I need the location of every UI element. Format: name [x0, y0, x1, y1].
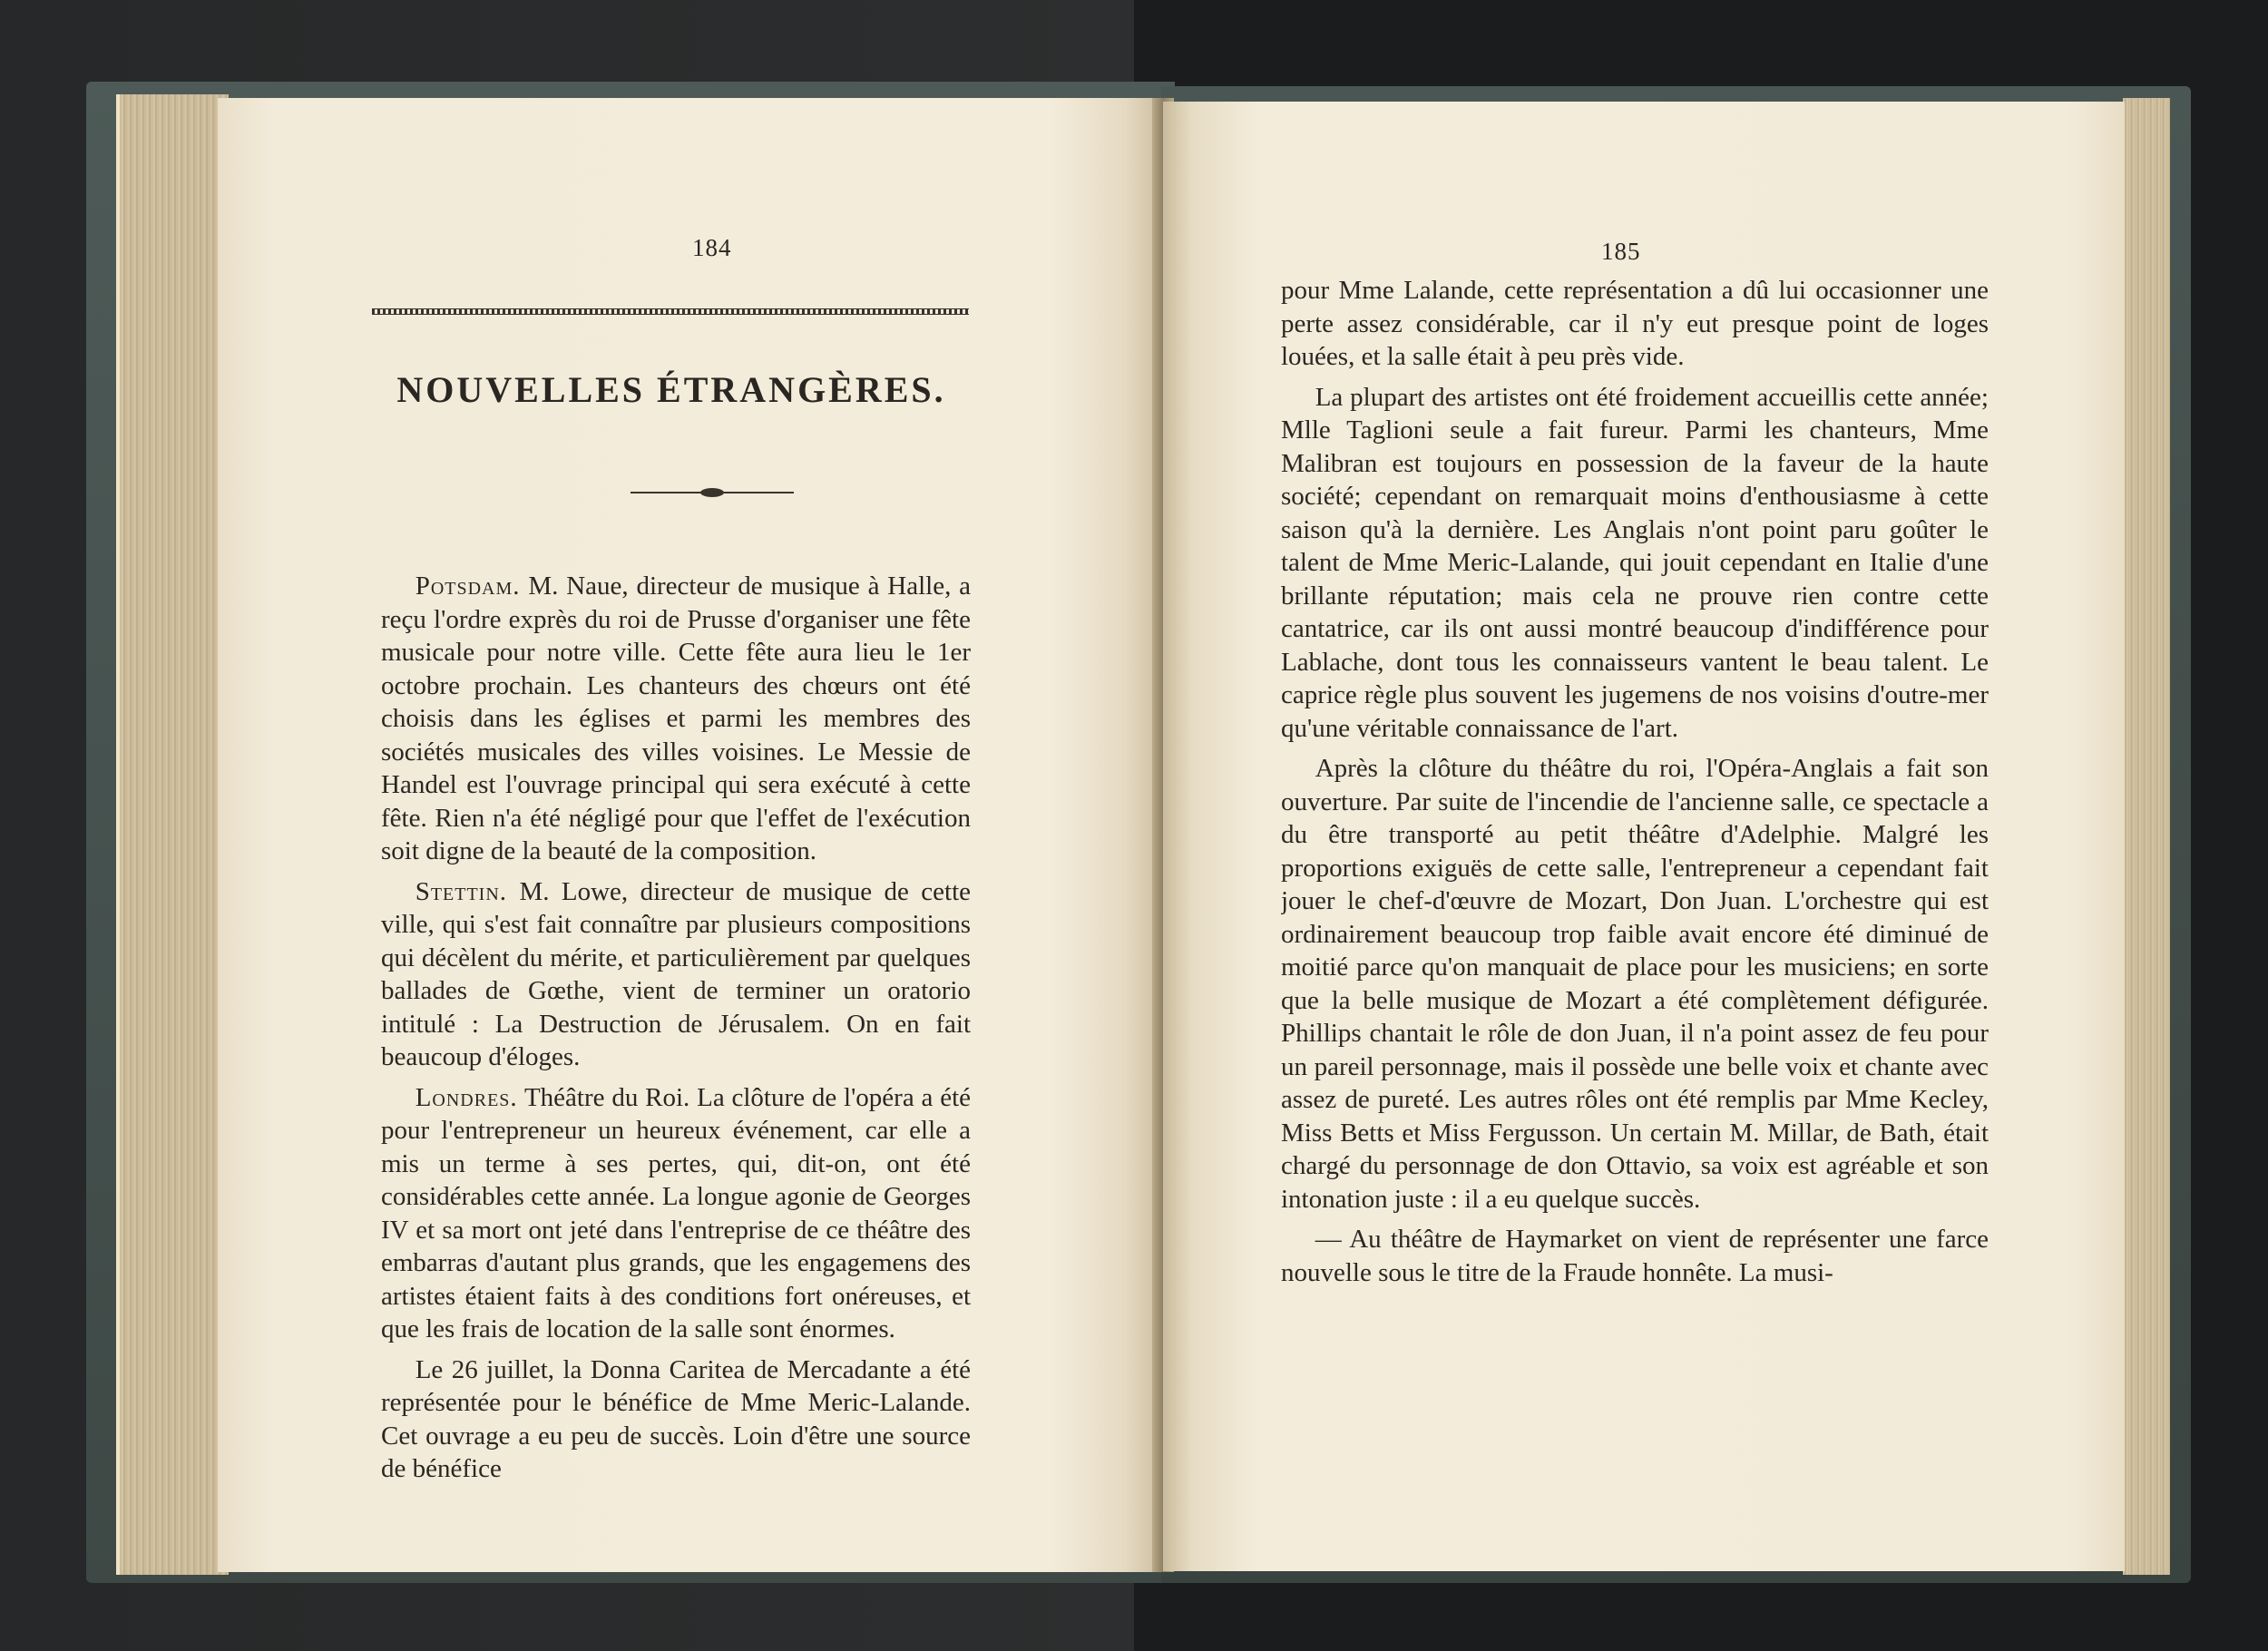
page-number-left: 184 [692, 234, 732, 261]
paragraph-text: La plupart des artistes ont été froidement accueillis cette année; Mlle Taglioni seule a fait fureur. Parmi les chanteurs, Mme Malibran est toujours en possession de la faveur de la haute société; cependant on remarquait moins d'enthousiasme à cette saison qu'à la dernière. Les Anglais n'ont point paru goûter le talent de Mme Meric-Lalande, qui jouit cependant en Italie d'une brillante réputation; mais cela ne prouve rien contre cette cantatrice, car ils ont aussi montré beaucoup d'indifférence pour Lablache, dont tous les connaisseurs vantent le beau talent. Le caprice règle plus souvent les jugemens de nos voisins d'outre-mer qu'une véritable connaissance de l'art. [1281, 382, 1989, 743]
left-text-block [381, 570, 971, 1522]
left-page [218, 98, 1163, 1572]
paragraph-artistes [1281, 381, 1989, 746]
paragraph-text: Le 26 juillet, la Donna Caritea de Mercadante a été représentée pour le bénéfice de Mme Meric-Lalande. Cet ouvrage a eu peu de succès. Loin d'être une source de bénéfice [381, 1354, 971, 1483]
header-rule [372, 308, 969, 315]
place-label: Stettin. [415, 876, 508, 906]
page-number-right: 185 [1601, 238, 1641, 265]
paragraph-donna-caritea [381, 1353, 971, 1486]
paragraph-text: Théâtre du Roi. La clôture de l'opéra a été pour l'entrepreneur un heureux événement, car elle a mis un terme à ses pertes, qui, dit-on, ont été considérables cette année. La longue agonie de Georges IV et sa mort ont jeté dans l'entreprise de ce théâtre des embarras d'autant plus grands, que les engagemens des artistes étaient faits à des conditions fort onéreuses, et que les frais de location de la salle sont énormes. [381, 1082, 971, 1343]
paragraph-opera-anglais [1281, 752, 1989, 1216]
paragraph-potsdam [381, 570, 971, 868]
right-page [1163, 102, 2125, 1571]
paragraph-text: — Au théâtre de Haymarket on vient de représenter une farce nouvelle sous le titre de la Fraude honnête. La musi- [1281, 1225, 1989, 1287]
right-text-block [1281, 274, 1989, 1471]
paragraph-text: M. Naue, directeur de musique à Halle, a reçu l'ordre exprès du roi de Prusse d'organiser une fête musicale pour notre ville. Cette fête aura lieu le 1er octobre prochain. Les chanteurs des chœurs ont été choisis dans les églises et parmi les membres des sociétés musicales des villes voisines. Le Messie de Handel est l'ouvrage principal qui sera exécuté à cette fête. Rien n'a été négligé pour que l'effet de l'exécution soit digne de la beauté de la composition. [381, 572, 971, 865]
paragraph-text: pour Mme Lalande, cette représentation a dû lui occasionner une perte assez considérable, car il n'y eut presque point de loges louées, et la salle était à peu près vide. [1281, 276, 1989, 371]
place-label: Londres. [415, 1082, 518, 1112]
place-label: Potsdam. [415, 572, 521, 601]
paragraph-lalande-continuation [1281, 274, 1989, 374]
ornament-divider [631, 488, 794, 497]
page-stack-left [116, 94, 229, 1575]
page-stack-right [2123, 98, 2170, 1575]
section-heading: NOUVELLES ÉTRANGÈRES. [396, 369, 946, 410]
paragraph-stettin [381, 875, 971, 1074]
paragraph-text: M. Lowe, directeur de musique de cette ville, qui s'est fait connaître par plusieurs compositions qui décèlent du mérite, et particulièrement par quelques ballades de Gœthe, vient de terminer un oratorio intitulé : La Destruction de Jérusalem. On en fait beaucoup d'éloges. [381, 876, 971, 1071]
paragraph-haymarket [1281, 1223, 1989, 1289]
paragraph-londres [381, 1081, 971, 1346]
paragraph-text: Après la clôture du théâtre du roi, l'Opéra-Anglais a fait son ouverture. Par suite de l'incendie de l'ancienne salle, ce spectacle a du être transporté au petit théâtre d'Adelphie. Malgré les proportions exiguës de cette salle, l'entrepreneur a cependant fait jouer le chef-d'œuvre de Mozart, Don Juan. L'orchestre qui est ordinairement beaucoup trop faible avait encore été diminué de moitié parce qu'on manquait de place pour les musiciens; en sorte que la belle musique de Mozart a été complètement défigurée. Phillips chantait le rôle de don Juan, il n'a point assez de feu pour un pareil personnage, mais il possède une belle voix et chante avec assez de pureté. Les autres rôles ont été remplis par Mme Kecley, Miss Betts et Miss Fergusson. Un certain M. Millar, de Bath, était chargé du personnage de don Ottavio, sa voix est agréable et son intonation juste : il a eu quelque succès. [1281, 754, 1989, 1214]
